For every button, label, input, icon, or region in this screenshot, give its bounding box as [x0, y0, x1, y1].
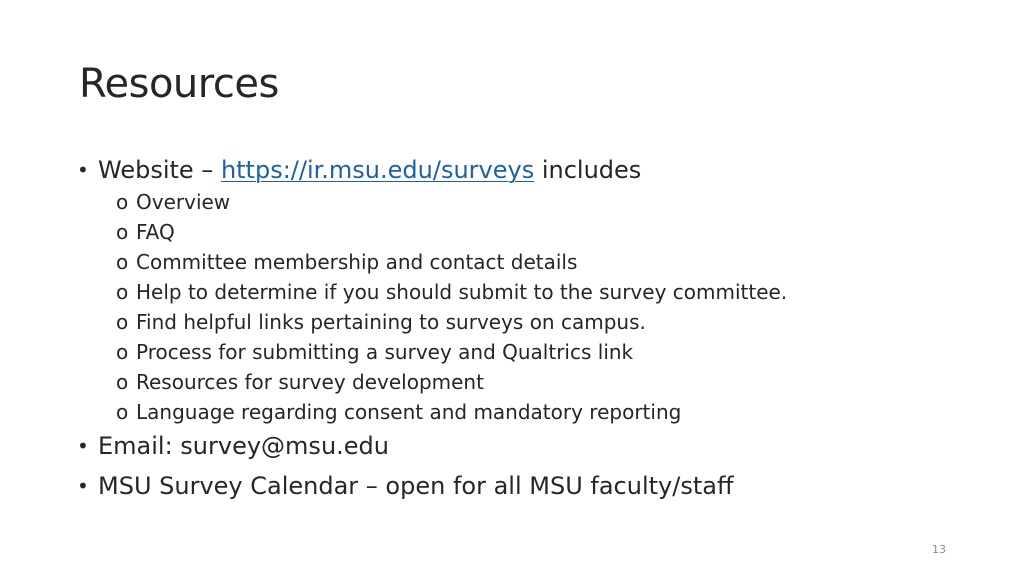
bullet-calendar [77, 469, 977, 503]
sub-bullet-icon: o [116, 250, 129, 274]
sub-item-help: o Help to determine if you should submit to the survey committee. [77, 277, 977, 307]
sub-item-faq: o FAQ [77, 217, 977, 247]
calendar-text: MSU Survey Calendar – open for all MSU faculty/staff [98, 472, 734, 500]
sub-item-resources: o Resources for survey development [77, 367, 977, 397]
page-number: 13 [932, 543, 946, 556]
website-subitems [77, 187, 977, 427]
sub-bullet-icon: o [116, 220, 129, 244]
sub-item-consent: o Language regarding consent and mandatory reporting [77, 397, 977, 427]
sub-item-links: o Find helpful links pertaining to surveys on campus. [77, 307, 977, 337]
bullet-icon: • [77, 474, 89, 498]
sub-bullet-icon: o [116, 400, 129, 424]
slide-content [77, 153, 977, 503]
sub-bullet-icon: o [116, 310, 129, 334]
sub-bullet-icon: o [116, 280, 129, 304]
bullet-icon: • [77, 434, 89, 458]
bullet-icon: • [77, 158, 89, 182]
sub-item-process: o Process for submitting a survey and Qualtrics link [77, 337, 977, 367]
sub-item-committee: o Committee membership and contact details [77, 247, 977, 277]
bullet-email [77, 429, 977, 463]
sub-item-overview: o Overview [77, 187, 977, 217]
website-link[interactable]: https://ir.msu.edu/surveys [220, 156, 535, 184]
email-text: Email: survey@msu.edu [98, 432, 389, 460]
bullet-website [77, 153, 977, 187]
website-prefix: Website – [98, 156, 221, 184]
sub-bullet-icon: o [116, 370, 129, 394]
website-suffix: includes [534, 156, 642, 184]
sub-bullet-icon: o [116, 190, 129, 214]
sub-bullet-icon: o [116, 340, 129, 364]
slide-title: Resources [79, 61, 279, 107]
